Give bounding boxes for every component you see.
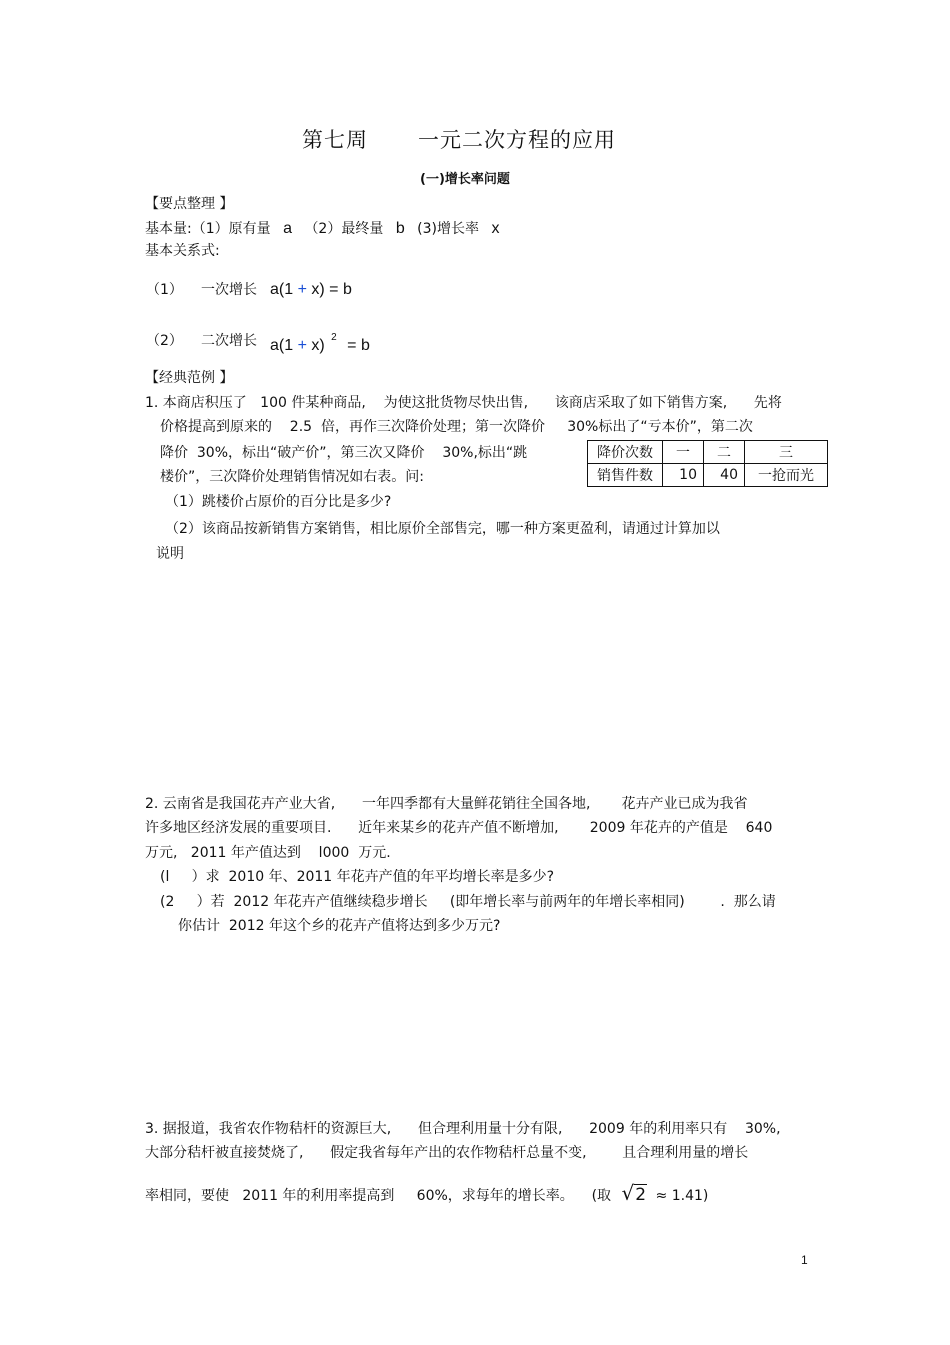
table-row [588,441,828,464]
sqrt-icon: √ [621,1181,635,1205]
section-subtitle: (一)增长率问题 [420,172,510,187]
problem-2-line-1: 2. 云南省是我国花卉产业大省, 一年四季都有大量鲜花销往全国各地, 花卉产业已成为我省 [145,796,748,812]
problem-1-line-2: 价格提高到原来的 2.5 倍，再作三次降价处理；第一次降价 30%标出了“亏本价”，第二次 [160,419,753,435]
relation-2-formula-post: x) [311,337,325,354]
problem-3-line-2: 大部分秸杆被直接焚烧了, 假定我省每年产出的农作物秸杆总量不变, 且合理利用量的增长 [145,1145,749,1161]
table-cell: 一 [663,441,704,464]
final-quantity-label: （2）最终量 [304,221,384,237]
relation-2-formula-pre: a(1 [270,337,294,354]
problem-2-question-2: (2 ）若 2012 年花卉产值继续稳步增长 (即年增长率与前两年的年增长率相同) . 那么请 [160,894,776,910]
page-title-week: 第七周 [302,128,368,152]
table-cell: 10 [663,464,704,487]
relation-1-formula-post: x) = b [311,281,352,298]
problem-2-line-2: 许多地区经济发展的重要项目. 近年来某乡的花卉产值不断增加, 2009 年花卉的产值是 640 [145,820,773,836]
relations-label: 基本关系式: [145,243,220,259]
problem-1-question-2: （2）该商品按新销售方案销售，相比原价全部售完，哪一种方案更盈利，请通过计算加以 [165,521,720,537]
problem-2-question-1: (l ）求 2010 年、2011 年花卉产值的年平均增长率是多少? [160,869,555,885]
examples-heading: 【经典范例 】 [145,370,234,386]
table-cell: 降价次数 [588,441,663,464]
relation-2-formula [270,332,370,355]
var-b: b [395,220,405,237]
relation-2-text: 二次增长 [201,333,257,349]
relation-1-formula-pre: a(1 [270,281,294,298]
sqrt-argument: 2 [635,1185,647,1205]
table-cell: 三 [745,441,828,464]
problem-3-line-1: 3. 据报道，我省农作物秸杆的资源巨大, 但合理利用量十分有限, 2009 年的利用率只有 30%, [145,1121,781,1137]
problem-3-line-3-text: 率相同，要使 2011 年的利用率提高到 60%，求每年的增长率。 (取 [145,1188,612,1204]
table-row [588,464,828,487]
growth-rate-label: (3)增长率 [417,221,480,237]
page-title-topic: 一元二次方程的应用 [418,128,616,152]
approx-value: ≈ 1.41) [655,1188,709,1204]
problem-1-line-3: 降价 30%，标出“破产价”，第三次又降价 30%,标出“跳 [160,445,528,461]
table-cell: 销售件数 [588,464,663,487]
var-x: x [491,220,500,237]
table-cell: 40 [704,464,745,487]
relation-2-equals: = b [347,337,370,354]
problem-1-question-2-cont: 说明 [156,546,184,562]
problem-1-line-1: 1. 本商店积压了 100 件某种商品, 为使这批货物尽快出售, 该商店采取了如下销售方案, 先将 [145,395,782,411]
relation-1-number: （1） [146,282,183,298]
page-number: 1 [801,1253,808,1267]
problem-1-question-1: （1）跳楼价占原价的百分比是多少? [165,494,392,510]
relation-2-number: （2） [146,333,183,349]
relation-1-formula [270,280,352,299]
price-cut-table [587,440,828,487]
relation-2-exponent: 2 [331,332,337,343]
problem-2-line-3: 万元, 2011 年产值达到 l000 万元. [145,845,391,861]
plus-sign: + [297,337,307,354]
problem-3-line-3 [145,1181,708,1205]
basic-quantities-line [145,219,507,238]
var-a: a [283,220,292,237]
table-cell: 二 [704,441,745,464]
table-cell: 一抢而光 [745,464,828,487]
key-points-heading: 【要点整理 】 [145,196,234,212]
plus-sign: + [297,281,307,298]
sqrt-expression [622,1181,648,1205]
problem-2-question-2-cont: 你估计 2012 年这个乡的花卉产值将达到多少万元? [178,918,501,934]
basic-quantities-label: 基本量:（1）原有量 [145,221,271,237]
problem-1-line-4: 楼价”，三次降价处理销售情况如右表。问: [160,469,424,485]
relation-1-text: 一次增长 [201,282,257,298]
